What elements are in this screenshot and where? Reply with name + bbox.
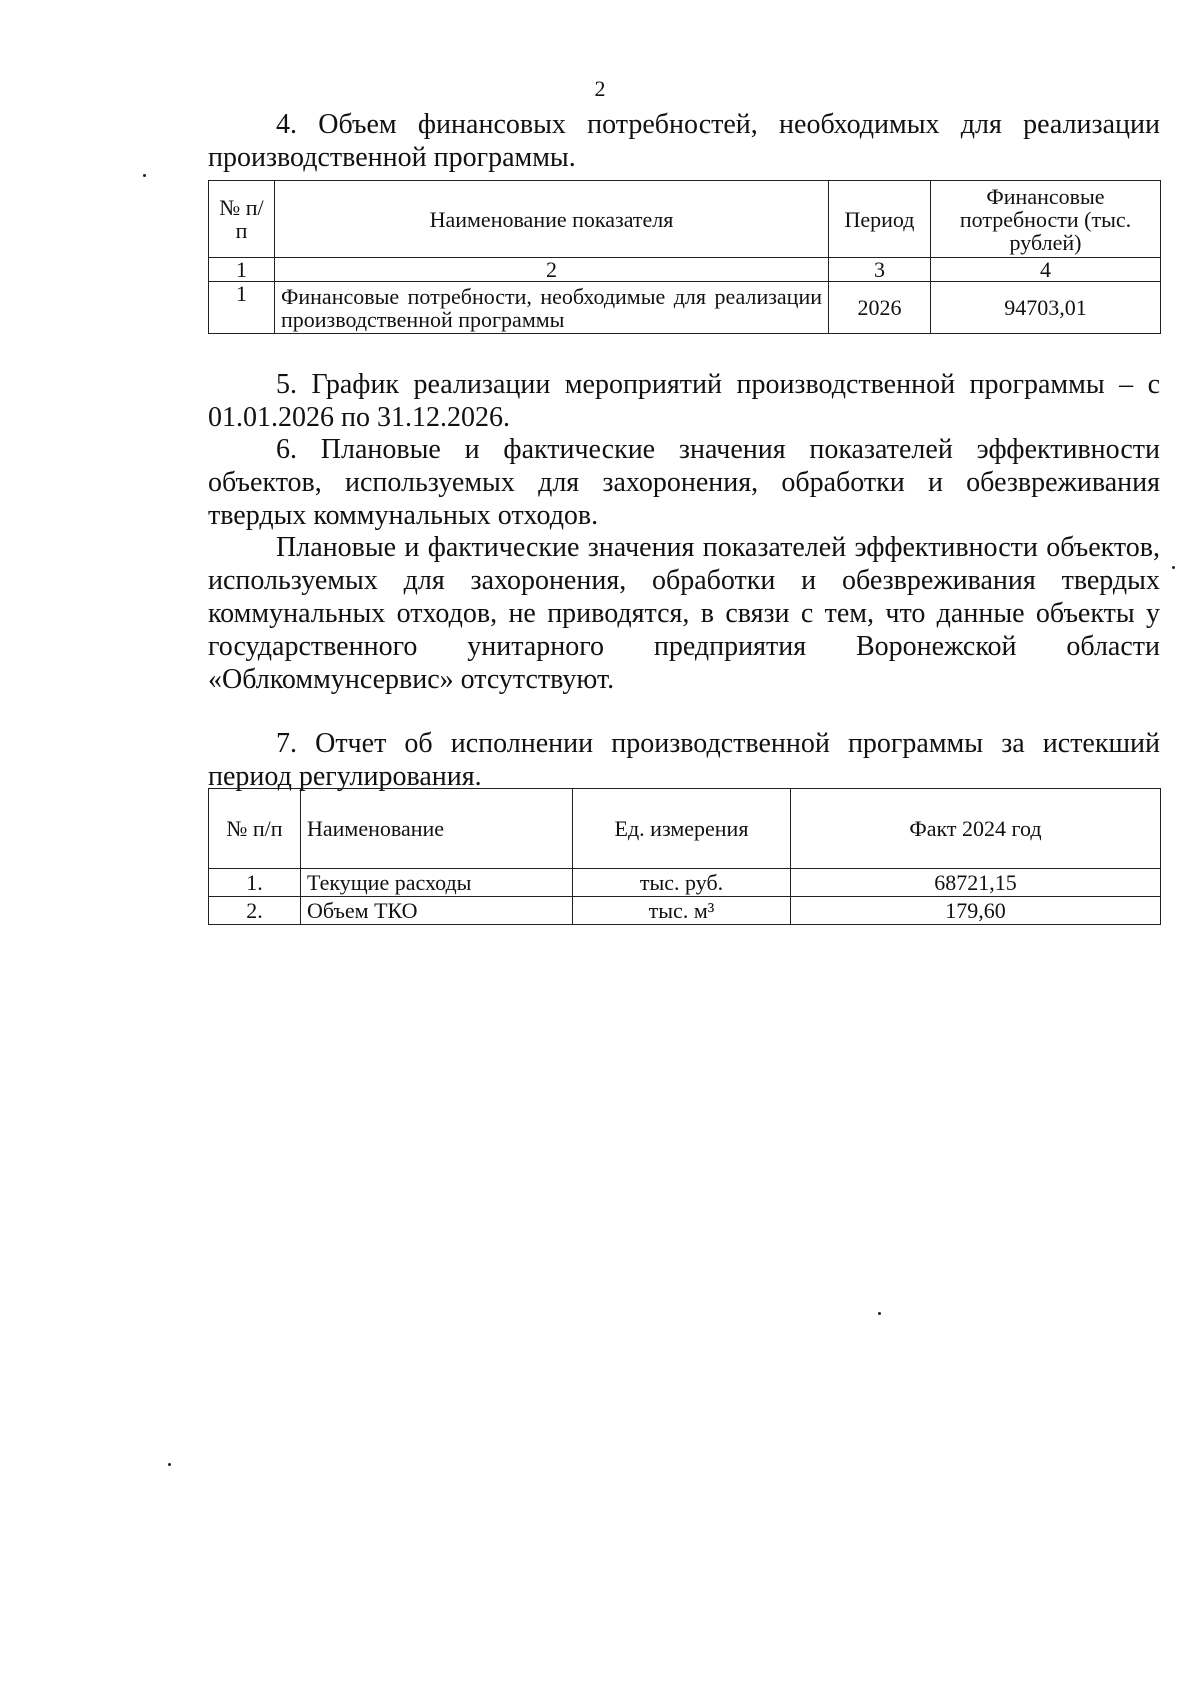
scan-speck	[143, 174, 146, 177]
page-number: 2	[594, 76, 606, 101]
row-value: 179,60	[791, 897, 1161, 925]
column-number: 4	[931, 258, 1161, 282]
header-period: Период	[829, 181, 931, 258]
scan-speck	[878, 1312, 881, 1315]
program-report-table	[208, 788, 1161, 925]
row-num: 1.	[209, 869, 301, 897]
header-fact-2024: Факт 2024 год	[791, 789, 1161, 869]
table-row	[209, 897, 1161, 925]
section-7-heading: 7. Отчет об исполнении производственной программы за истекший период регулирования.	[208, 728, 1160, 792]
financial-needs-table	[208, 180, 1161, 334]
row-unit: тыс. руб.	[573, 869, 791, 897]
row-num: 1	[209, 282, 275, 334]
section-5-text: 5. График реализации мероприятий производственной программы – с 01.01.2026 по 31.12.2026.	[208, 369, 1160, 433]
row-unit: тыс. м³	[573, 897, 791, 925]
column-number: 2	[275, 258, 829, 282]
header-financial-needs: Финансовые потребности (тыс. рублей)	[931, 181, 1161, 258]
column-number: 3	[829, 258, 931, 282]
section-4-heading: 4. Объем финансовых потребностей, необходимых для реализации производственной программы.	[208, 109, 1160, 173]
row-name: Финансовые потребности, необходимые для реализации производственной программы	[275, 282, 829, 334]
table-header-row	[209, 181, 1161, 258]
scan-speck	[1172, 566, 1175, 569]
section-6-note: Плановые и фактические значения показателей эффективности объектов, используемых для захоронения, обработки и обезвреживания твердых коммунальных отходов, не приводятся, в связи с тем, что данные объекты у государственного унитарного предприятия Воронежской области «Облкоммунсервис» отсутствуют.	[208, 532, 1160, 695]
column-number: 1	[209, 258, 275, 282]
scan-speck	[168, 1463, 171, 1466]
header-num: № п/п	[209, 181, 275, 258]
table-row	[209, 282, 1161, 334]
section-6-text: 6. Плановые и фактические значения показателей эффективности объектов, используемых для захоронения, обработки и обезвреживания твердых коммунальных отходов.	[208, 434, 1160, 531]
row-period: 2026	[829, 282, 931, 334]
row-name: Текущие расходы	[301, 869, 573, 897]
column-number-row	[209, 258, 1161, 282]
header-indicator: Наименование показателя	[275, 181, 829, 258]
table-header-row	[209, 789, 1161, 869]
row-name: Объем ТКО	[301, 897, 573, 925]
row-value: 94703,01	[931, 282, 1161, 334]
row-num: 2.	[209, 897, 301, 925]
header-name: Наименование	[301, 789, 573, 869]
table-row	[209, 869, 1161, 897]
header-num: № п/п	[209, 789, 301, 869]
header-unit: Ед. измерения	[573, 789, 791, 869]
row-value: 68721,15	[791, 869, 1161, 897]
